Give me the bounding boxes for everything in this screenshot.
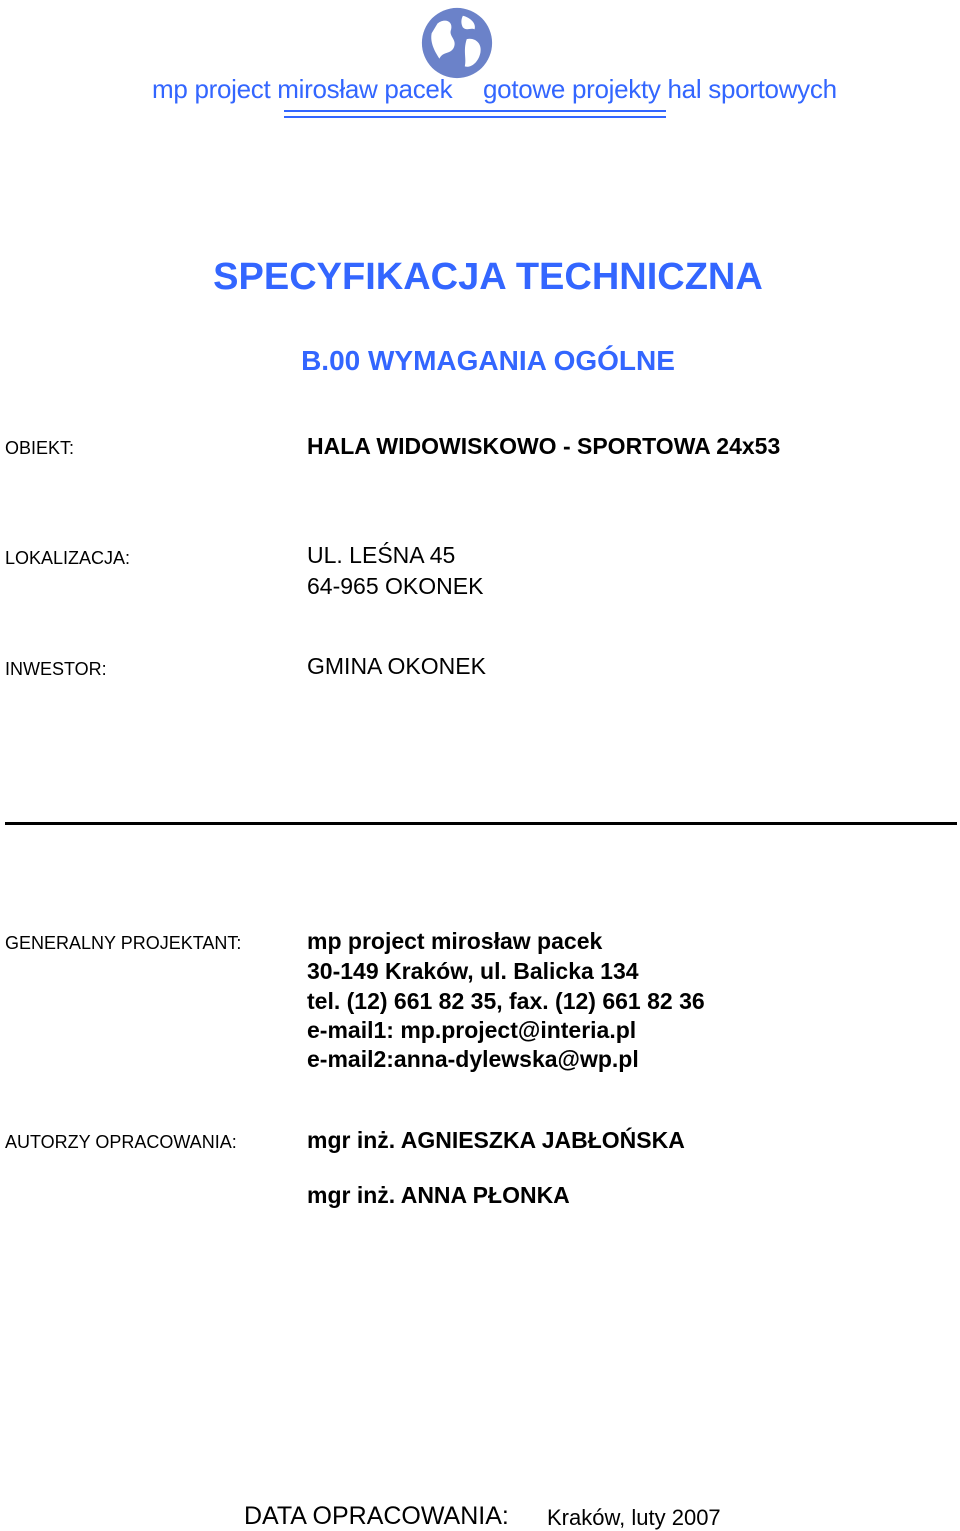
header-underline-second [284, 116, 666, 118]
header-tagline: gotowe projekty hal sportowych [483, 74, 837, 104]
autorzy-line-first: mgr inż. AGNIESZKA JABŁOŃSKA [307, 1127, 685, 1153]
footer-date-value: Kraków, luty 2007 [547, 1505, 721, 1530]
lokalizacja-line-city: 64-965 OKONEK [307, 573, 484, 599]
lokalizacja-line-street: UL. LEŚNA 45 [307, 542, 456, 568]
inwestor-label: INWESTOR: [5, 659, 107, 679]
autorzy-line-second: mgr inż. ANNA PŁONKA [307, 1182, 570, 1208]
autorzy-label: AUTORZY OPRACOWANIA: [5, 1132, 237, 1152]
projektant-line-name: mp project mirosław pacek [307, 928, 603, 954]
obiekt-label: OBIEKT: [5, 438, 75, 458]
document-subtitle: B.00 WYMAGANIA OGÓLNE [301, 345, 675, 376]
projektant-line-address: 30-149 Kraków, ul. Balicka 134 [307, 958, 639, 984]
obiekt-value: HALA WIDOWISKOWO - SPORTOWA 24x53 [307, 433, 781, 459]
header-underline [284, 110, 666, 112]
projektant-label: GENERALNY PROJEKTANT: [5, 933, 242, 953]
footer-date-label: DATA OPRACOWANIA: [244, 1502, 509, 1530]
projektant-line-phone: tel. (12) 661 82 35, fax. (12) 661 82 36 [307, 988, 705, 1014]
section-divider [5, 822, 957, 825]
globe-icon [418, 4, 496, 82]
projektant-line-email2: e-mail2:anna-dylewska@wp.pl [307, 1046, 639, 1072]
document-title: SPECYFIKACJA TECHNICZNA [213, 256, 763, 298]
header-company-name: mp project mirosław pacek [152, 74, 453, 104]
lokalizacja-label: LOKALIZACJA: [5, 548, 131, 568]
projektant-line-email1: e-mail1: mp.project@interia.pl [307, 1017, 637, 1043]
inwestor-value: GMINA OKONEK [307, 653, 486, 679]
